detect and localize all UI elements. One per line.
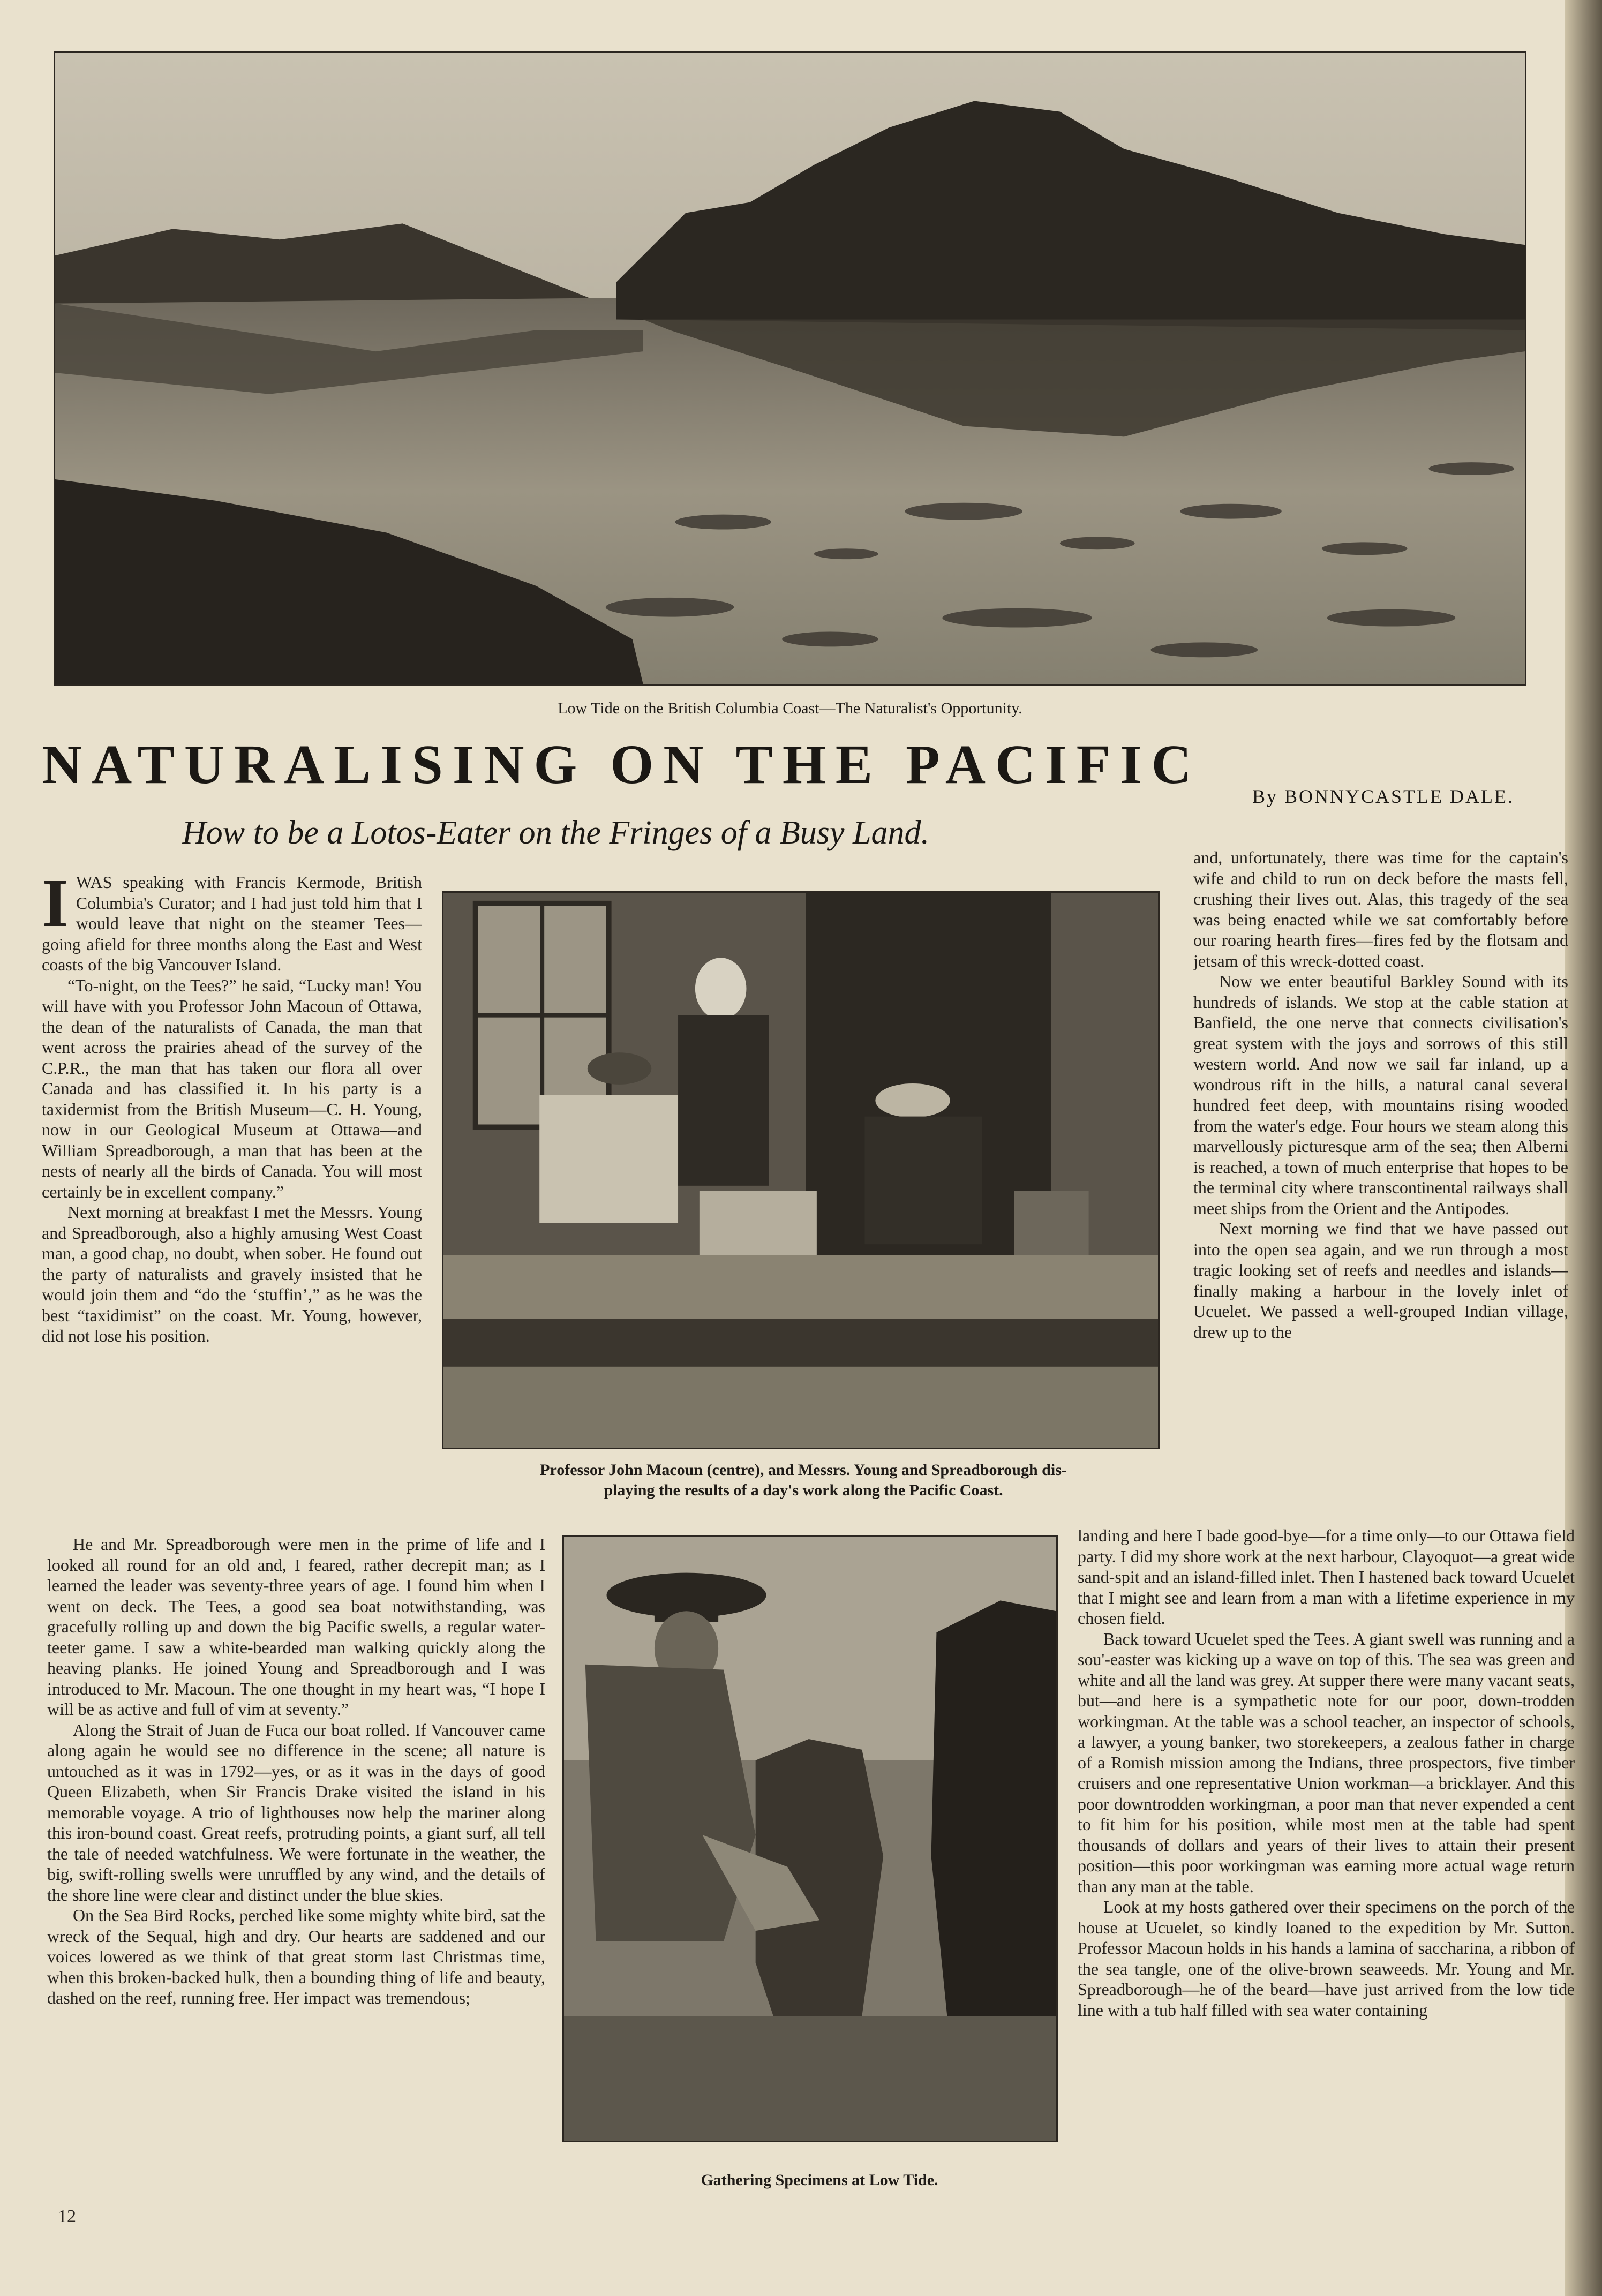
col4-paragraph-2: Back toward Ucuelet sped the Tees. A giant swell was running and a sou'-easter was kicking up a wave on top of this. The sea was green and white and all the land was grey. At supper there were many vacant seats, but—and here is a sympathetic note for our poor, down-trodden workingman. At the table was a school teacher, an inspector of schools, a lawyer, a young banker, two storekeepers, a zealous father in charge of a Romish mission among the Indians, three prospectors, five timber cruisers and one representative Union workman—a bricklayer. And this poor downtrodden workingman, a poor man that never expended a cent to fit him for his position, while most men at the table had spent thousands of dollars and years of their lives to attain their present position—this poor workingman was earning more actual wage return than any man at the table.: [1078, 1629, 1575, 1896]
col1-paragraph-1-text: WAS speaking with Francis Kermode, British Columbia's Curator; and I had just told him that I would leave that night on the steamer Tees—going afield for three months along the East and West coasts of the big Vancouver Island.: [42, 872, 422, 974]
photo-gathering-specimens: [562, 1535, 1058, 2142]
drop-cap: I: [42, 872, 69, 941]
col3-paragraph-3: Next morning we find that we have passed out into the open sea again, and we run through a most tragic looking set of reefs and needles and islands—finally making a harbour in the lovely inlet of Ucuelet. We passed a well-grouped Indian village, drew up to the: [1193, 1219, 1568, 1342]
col4-paragraph-1: landing and here I bade good-bye—for a time only—to our Ottawa field party. I did my shore work at the next harbour, Clayoquot—a great wide sand-spit and an island-filled inlet. Then I hastened back toward Ucuelet that I might see and learn from a man with a lifetime experience in my chosen field.: [1078, 1526, 1575, 1628]
col2-paragraph-1: He and Mr. Spreadborough were men in the prime of life and I looked all round for an old and, I feared, rather decrepit man; as I learned the leader was seventy-three years of age. I found him when I went on deck. The Tees, a good sea boat notwithstanding, was gracefully rolling up and down the big Pacific swells, a regular water-teeter game. I saw a white-bearded man walking quickly along the heaving planks. He joined Young and Spreadborough and I was introduced to Mr. Macoun. The one thought in my heart was, “I hope I will be as active and full of vim at seventy.”: [47, 1534, 545, 1719]
col3-paragraph-1: and, unfortunately, there was time for the captain's wife and child to run on deck before the masts fell, crushing their lives out. Alas, this tragedy of the sea was being enacted while we sat comfortably before our roaring hearth fires—fires fed by the flotsam and jetsam of this wreck-dotted coast.: [1193, 848, 1568, 970]
article-subtitle: How to be a Lotos-Eater on the Fringes of a Busy Land.: [182, 815, 929, 851]
porch-illustration: [443, 893, 1158, 1448]
photo-low-tide-coast: [54, 51, 1526, 686]
bottom-photo-caption: Gathering Specimens at Low Tide.: [701, 2171, 938, 2189]
top-photo-caption: Low Tide on the British Columbia Coast—The Naturalist's Opportunity.: [558, 699, 1022, 717]
col3-paragraph-2: Now we enter beautiful Barkley Sound with its hundreds of islands. We stop at the cable station at Banfield, the one nerve that connects civilisation's great system with the joys and sorrows of this still western world. And now we sail far inland, up a wondrous rift in the hills, a natural canal several hundred feet deep, with mountains rising wooded from the water's edge. Four hours we steam along this marvellously picturesque arm of the sea; then Alberni is reached, a town of much enterprise that hopes to be the terminal city where transcontinental railways shall meet ships from the Orient and the Antipodes.: [1193, 972, 1568, 1218]
article-column-2: [47, 1534, 545, 2187]
photo-naturalists-porch: [442, 891, 1160, 1449]
middle-photo-caption-line2: playing the results of a day's work along the Pacific Coast.: [604, 1481, 1003, 1499]
col1-paragraph-3: Next morning at breakfast I met the Messrs. Young and Spreadborough, also a highly amusing West Coast man, a good chap, no doubt, when sober. He found out the party of naturalists and gravely insisted that he would join them and “do the ‘stuffin’,” as he was the best “taxidimist” on the coast. Mr. Young, however, did not lose his position.: [42, 1202, 422, 1345]
col1-paragraph-2: “To-night, on the Tees?” he said, “Lucky man! You will have with you Professor John Macoun of Ottawa, the dean of the naturalists of Canada, the man that went across the prairies ahead of the survey of the C.P.R., the man that has taken our flora all over Canada and has classified it. In his party is a taxidermist from the British Museum—C. H. Young, now in our Geological Museum at Ottawa—and William Spreadborough, a man that has been at the nests of nearly all the birds of Canada. You will most certainly be in excellent company.”: [42, 975, 422, 1201]
article-title: NATURALISING ON THE PACIFIC: [42, 734, 1201, 795]
article-column-1: [42, 872, 422, 1542]
landscape-illustration: [55, 53, 1525, 684]
page-number: 12: [58, 2207, 76, 2226]
article-column-3: [1193, 847, 1568, 1522]
article-column-4: [1078, 1525, 1575, 2189]
article-byline: By BONNYCASTLE DALE.: [1252, 786, 1514, 807]
middle-photo-caption-line1: Professor John Macoun (centre), and Messrs. Young and Spreadborough dis-: [540, 1461, 1067, 1479]
gathering-illustration: [564, 1537, 1056, 2141]
col2-paragraph-3: On the Sea Bird Rocks, perched like some mighty white bird, sat the wreck of the Sequal, high and dry. Our hearts are saddened and our voices lowered as we think of that great storm last Christmas time, when this broken-backed hulk, then a bounding thing of life and beauty, dashed on the reef, running free. Her impact was tremendous;: [47, 1906, 545, 2007]
col2-paragraph-2: Along the Strait of Juan de Fuca our boat rolled. If Vancouver came along again he would see no difference in the scene; all nature is untouched as it was in 1792—yes, or as it was in the days of good Queen Elizabeth, when Sir Francis Drake visited the island in his memorable voyage. A trio of lighthouses now help the mariner along this iron-bound coast. Great reefs, protruding points, a giant surf, all tell the tale of needed watchfulness. We were fortunate in the weather, the big, swift-rolling swells were unruffled by any wind, and the details of the shore line were clear and distinct under the blue skies.: [47, 1720, 545, 1904]
col1-paragraph-1: [42, 872, 422, 975]
col4-paragraph-3: Look at my hosts gathered over their specimens on the porch of the house at Ucuelet, so kindly loaned to the expedition by Mr. Sutton. Professor Macoun holds in his hands a lamina of saccharina, a ribbon of the sea tangle, one of the olive-brown seaweeds. Mr. Young and Mr. Spreadborough—he of the beard—have just arrived from the low tide line with a tub half filled with sea water containing: [1078, 1897, 1575, 2020]
